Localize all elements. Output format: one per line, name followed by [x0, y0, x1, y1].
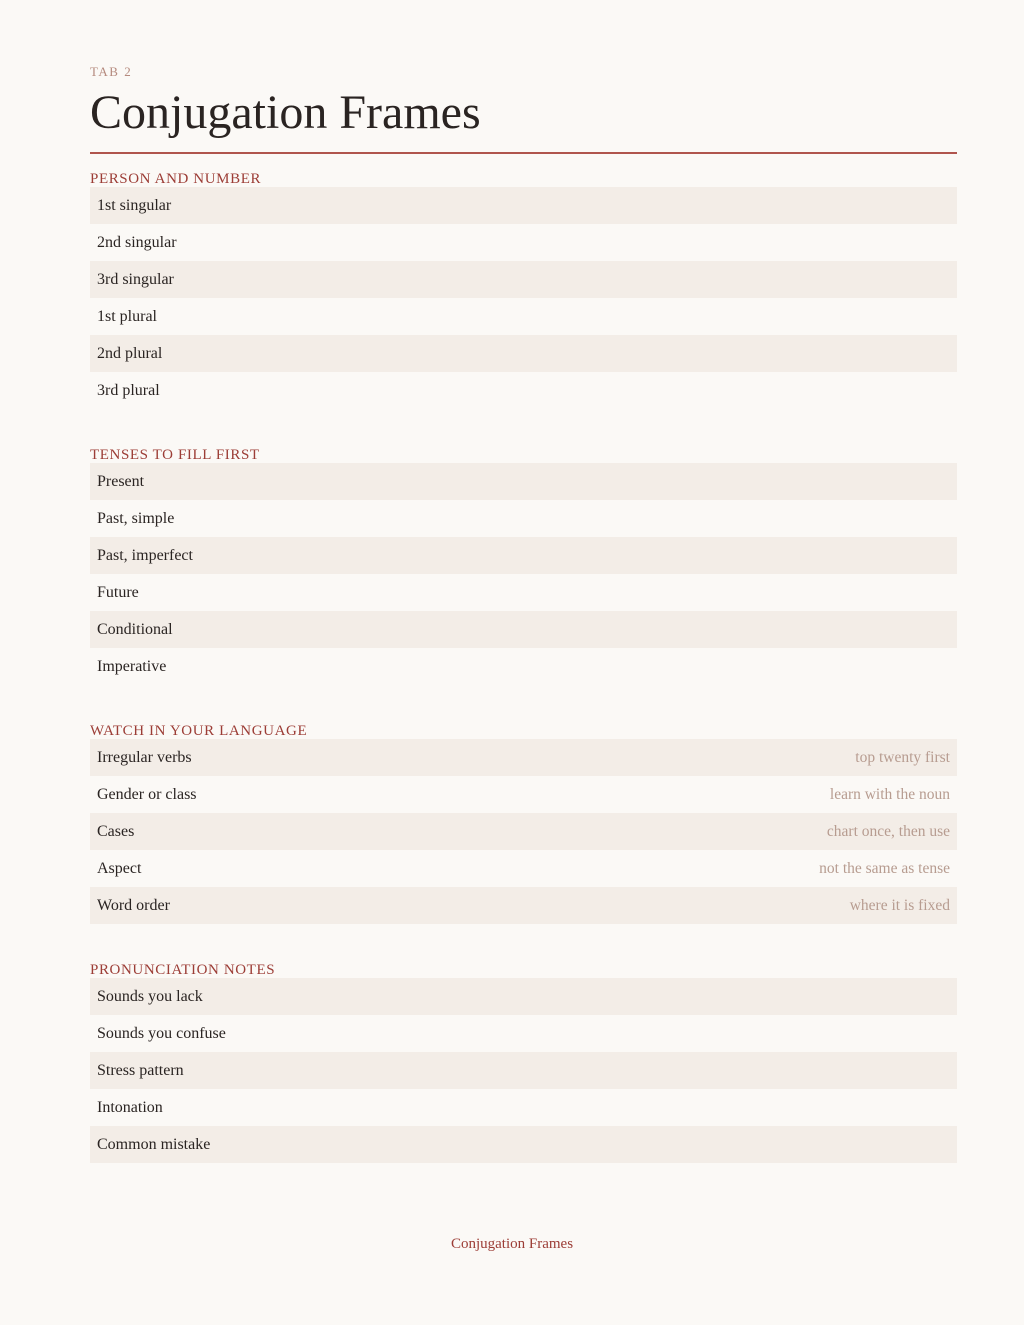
row-list [90, 463, 957, 685]
row-note: where it is fixed [849, 896, 950, 914]
list-item [90, 224, 957, 261]
row-label: 2nd plural [97, 344, 163, 362]
row-label: Irregular verbs [97, 748, 192, 766]
list-item [90, 978, 957, 1015]
list-item [90, 372, 957, 409]
list-item [90, 537, 957, 574]
page-title: Conjugation Frames [90, 86, 481, 139]
list-item [90, 648, 957, 685]
section-heading: PRONUNCIATION NOTES [90, 962, 276, 978]
list-item [90, 574, 957, 611]
list-item [90, 298, 957, 335]
row-label: Cases [97, 822, 135, 840]
list-item [90, 261, 957, 298]
list-item [90, 611, 957, 648]
row-label: Stress pattern [97, 1061, 184, 1079]
list-item [90, 335, 957, 372]
row-label: Word order [97, 896, 170, 914]
row-label: Aspect [97, 859, 142, 877]
list-item [90, 187, 957, 224]
row-label: 1st singular [97, 196, 172, 214]
row-note: learn with the noun [829, 785, 950, 803]
row-note: not the same as tense [819, 859, 950, 877]
section-tenses-to-fill-first [90, 447, 957, 685]
row-label: Present [97, 472, 145, 490]
list-item [90, 1126, 957, 1163]
section-watch-in-your-language [90, 723, 957, 924]
section-heading: TENSES TO FILL FIRST [90, 447, 260, 463]
row-list [90, 739, 957, 924]
list-item [90, 813, 957, 850]
title-divider [90, 152, 957, 154]
row-note: chart once, then use [826, 822, 950, 840]
list-item [90, 463, 957, 500]
list-item [90, 887, 957, 924]
row-label: Sounds you lack [97, 987, 203, 1005]
list-item [90, 1052, 957, 1089]
section-heading: WATCH IN YOUR LANGUAGE [90, 723, 308, 739]
row-label: Sounds you confuse [97, 1024, 226, 1042]
row-label: Imperative [97, 657, 167, 675]
list-item [90, 776, 957, 813]
row-label: 3rd singular [97, 270, 174, 288]
list-item [90, 739, 957, 776]
row-list [90, 187, 957, 409]
row-label: 1st plural [97, 307, 157, 325]
row-label: Gender or class [97, 785, 197, 803]
row-label: Conditional [97, 620, 173, 638]
row-label: Common mistake [97, 1135, 211, 1153]
row-label: Intonation [97, 1098, 163, 1116]
row-label: Past, simple [97, 509, 175, 527]
list-item [90, 1089, 957, 1126]
row-list [90, 978, 957, 1163]
row-label: 2nd singular [97, 233, 177, 251]
tab-label: TAB 2 [90, 64, 133, 79]
section-person-and-number [90, 171, 957, 409]
section-heading: PERSON AND NUMBER [90, 171, 262, 187]
row-label: Future [97, 583, 139, 601]
section-pronunciation-notes [90, 962, 957, 1163]
page-footer: Conjugation Frames [450, 1236, 574, 1252]
list-item [90, 1015, 957, 1052]
row-note: top twenty first [855, 748, 950, 766]
row-label: Past, imperfect [97, 546, 193, 564]
list-item [90, 850, 957, 887]
list-item [90, 500, 957, 537]
row-label: 3rd plural [97, 381, 160, 399]
